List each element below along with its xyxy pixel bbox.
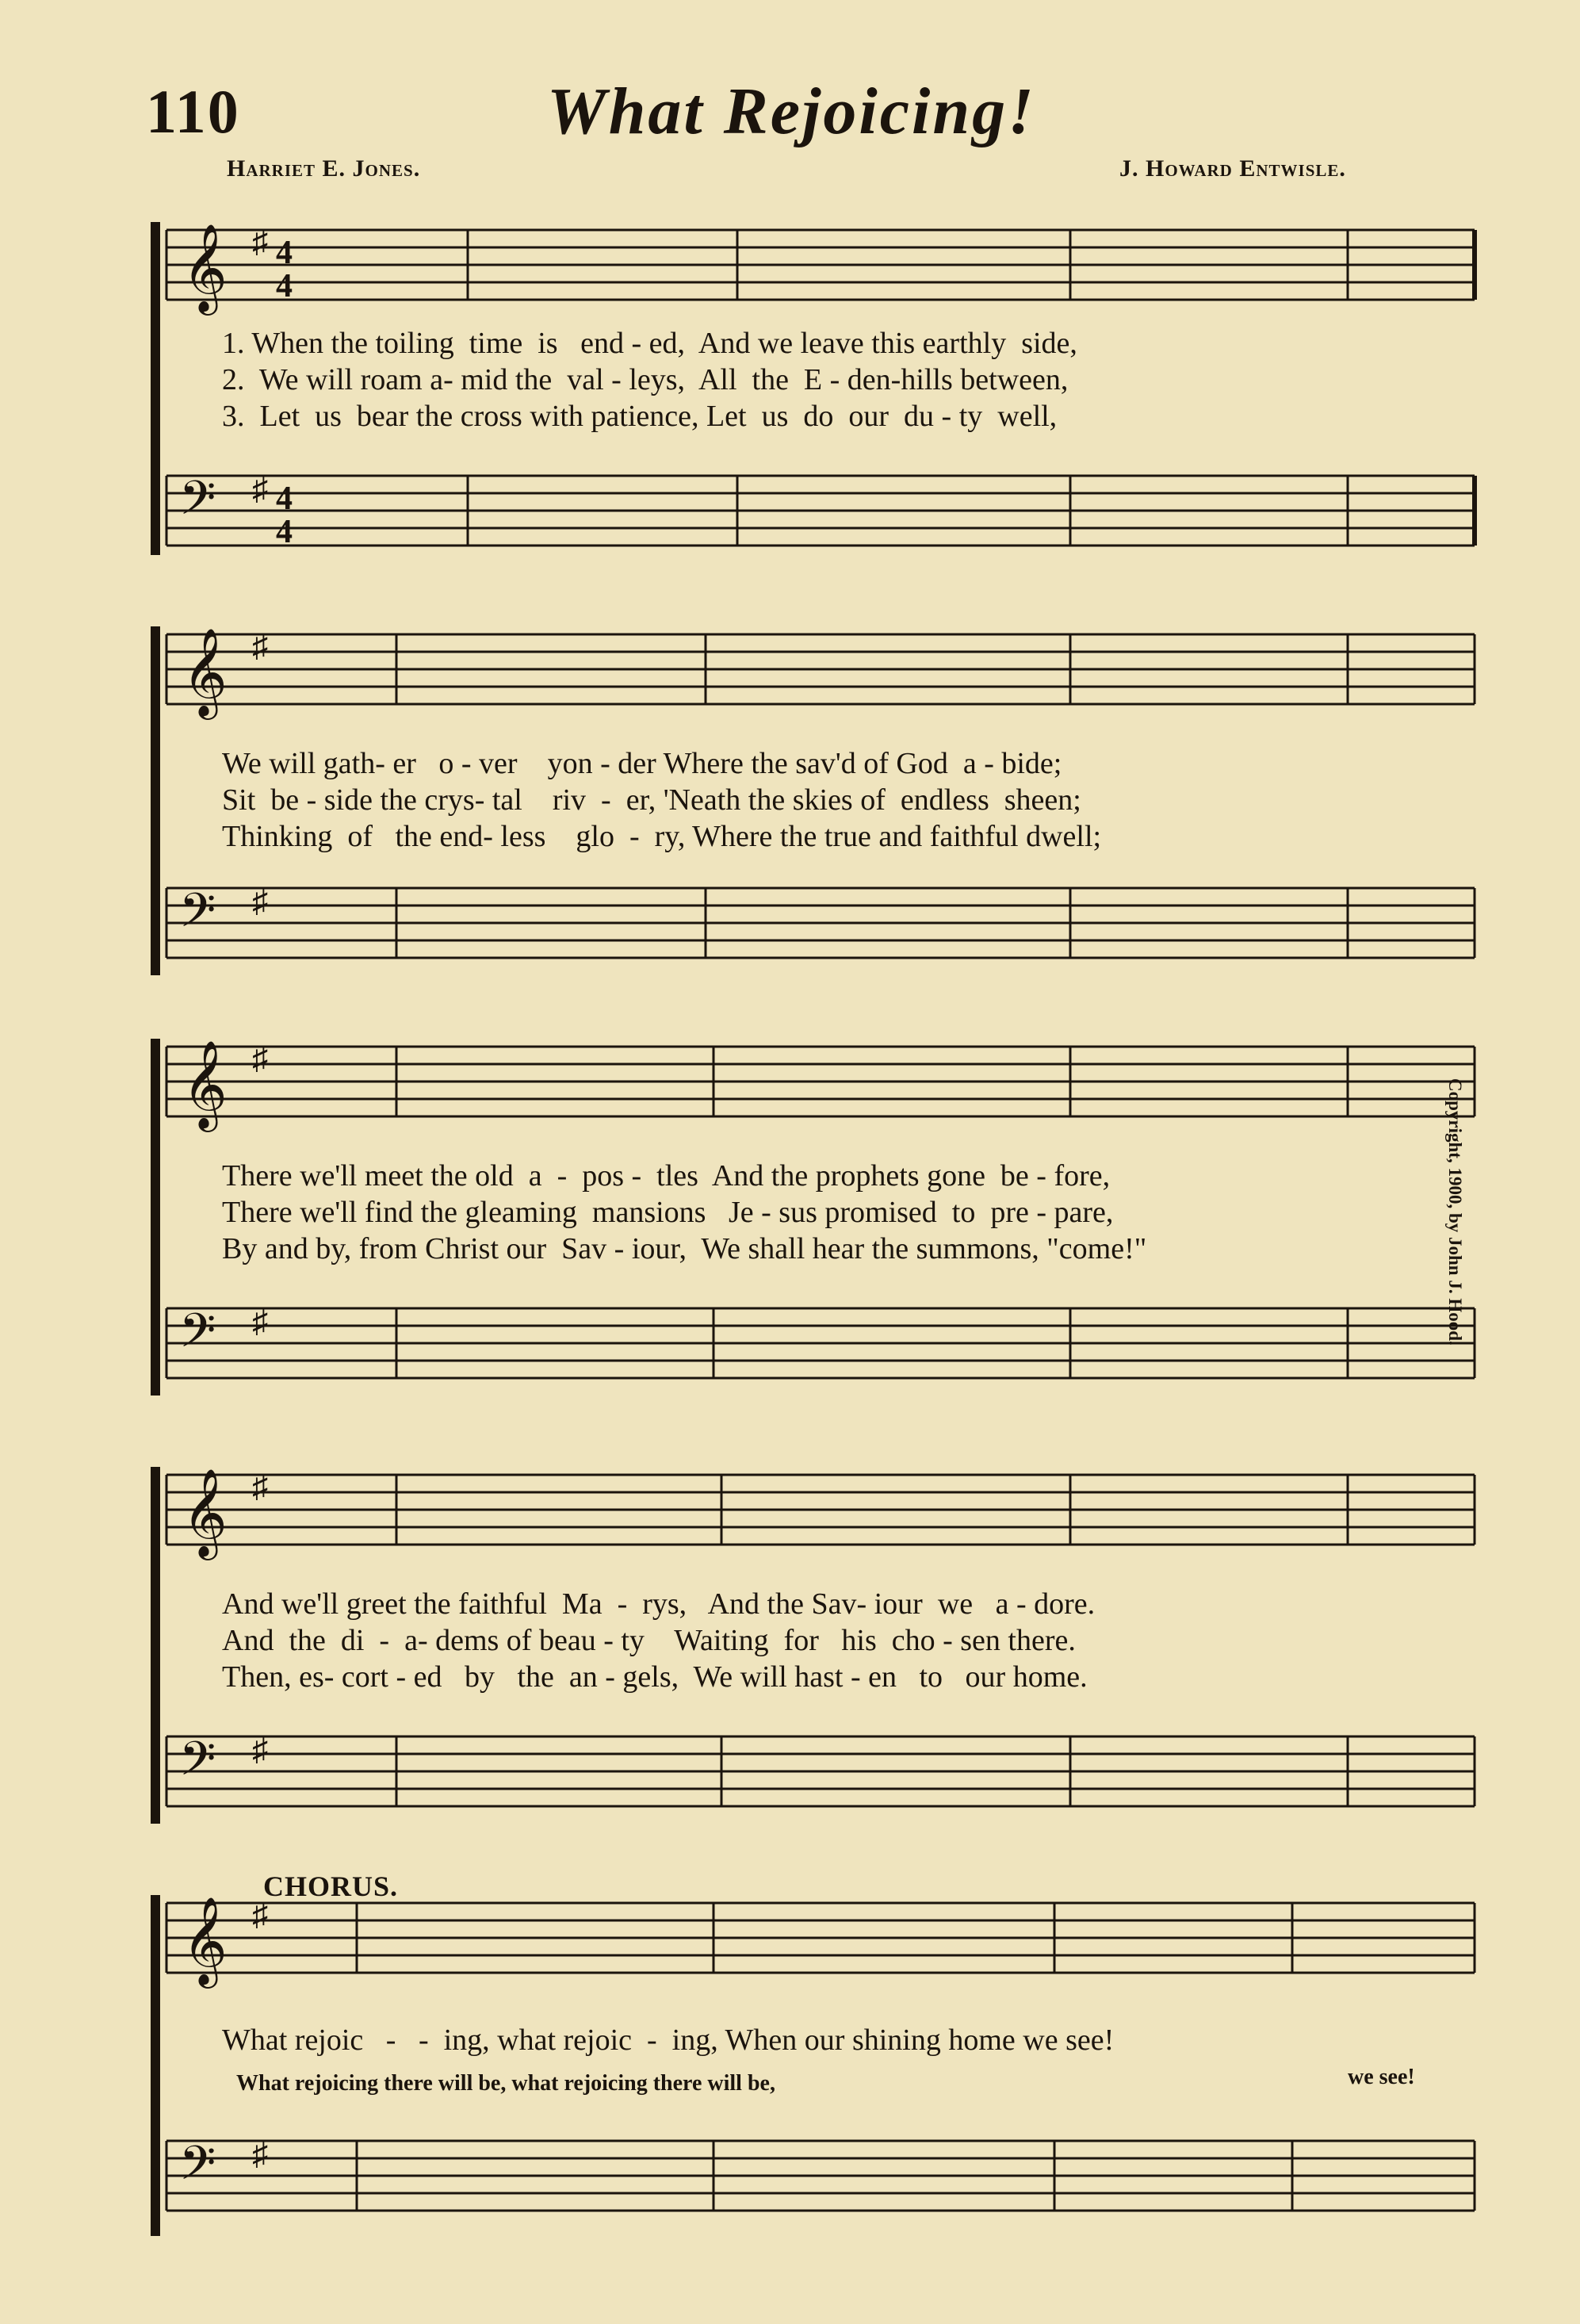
lyric-verse-2: And the di - a- dems of beau - ty Waiting for his cho - sen there. <box>222 1624 1076 1657</box>
svg-text:♯: ♯ <box>252 1040 268 1076</box>
lyric-verse-1: We will gath- er o - ver yon - der Where the sav'd of God a - bide; <box>222 747 1062 780</box>
page-number: 110 <box>146 77 240 146</box>
bass-lyric-end: we see! <box>1348 2065 1415 2089</box>
lyric-verse-3: 3. Let us bear the cross with patience, Let us do our du - ty well, <box>222 400 1058 433</box>
bass-staff <box>166 460 1475 563</box>
svg-text:𝄢: 𝄢 <box>179 1731 216 1798</box>
svg-text:𝄢: 𝄢 <box>179 1303 216 1369</box>
music-system-2 <box>151 611 1475 983</box>
svg-text:♯: ♯ <box>252 2136 268 2172</box>
lyric-verse-3: Thinking of the end- less glo - ry, Where the true and faithful dwell; <box>222 820 1102 853</box>
svg-text:4: 4 <box>276 480 293 517</box>
svg-text:4: 4 <box>276 514 293 550</box>
svg-text:𝄞: 𝄞 <box>182 1896 228 1985</box>
svg-text:𝄢: 𝄢 <box>179 470 216 537</box>
svg-text:𝄞: 𝄞 <box>182 223 228 312</box>
copyright-notice: Copyright, 1900, by John J. Hood. <box>1445 1078 1465 1346</box>
music-system-1 <box>151 190 1475 563</box>
lyricist-credit: Harriet E. Jones. <box>227 155 421 182</box>
svg-text:4: 4 <box>276 235 293 271</box>
music-system-chorus <box>151 1863 1475 2244</box>
svg-text:♯: ♯ <box>252 1732 268 1767</box>
svg-text:𝄢: 𝄢 <box>179 883 216 949</box>
bass-staff <box>166 1721 1475 1824</box>
bass-lyric: What rejoicing there will be, what rejoicing there will be, <box>236 2071 775 2096</box>
lyric-verse-2: There we'll find the gleaming mansions Je - sus promised to pre - pare, <box>222 1196 1114 1229</box>
treble-staff <box>166 1031 1475 1134</box>
svg-text:♯: ♯ <box>252 224 268 259</box>
lyrics-block <box>222 2022 1459 2058</box>
lyric-verse-1: And we'll greet the faithful Ma - rys, And the Sav- iour we a - dore. <box>222 1587 1096 1621</box>
lyrics-block <box>222 1586 1459 1695</box>
svg-text:♯: ♯ <box>252 471 268 507</box>
bass-staff <box>166 1292 1475 1396</box>
lyrics-block <box>222 745 1459 855</box>
music-system-3 <box>151 1023 1475 1411</box>
lyric-verse-2: 2. We will roam a- mid the val - leys, All the E - den-hills between, <box>222 363 1069 396</box>
composer-credit: J. Howard Entwisle. <box>1119 155 1346 182</box>
svg-text:𝄞: 𝄞 <box>182 1039 228 1128</box>
svg-text:♯: ♯ <box>252 1304 268 1339</box>
svg-text:4: 4 <box>276 268 293 304</box>
svg-text:♯: ♯ <box>252 883 268 919</box>
lyric-verse-1: 1. When the toiling time is end - ed, And we leave this earthly side, <box>222 327 1077 360</box>
treble-staff <box>166 618 1475 722</box>
svg-text:𝄞: 𝄞 <box>182 627 228 716</box>
treble-staff <box>166 214 1475 317</box>
bass-staff <box>166 2125 1475 2228</box>
lyrics-block <box>222 1158 1459 1267</box>
svg-text:♯: ♯ <box>252 628 268 664</box>
hymn-title: What Rejoicing! <box>547 75 1036 148</box>
svg-text:𝄞: 𝄞 <box>182 1468 228 1556</box>
chorus-label: CHORUS. <box>263 1870 399 1902</box>
bass-staff <box>166 872 1475 975</box>
svg-text:♯: ♯ <box>252 1897 268 1932</box>
svg-text:𝄢: 𝄢 <box>179 2135 216 2202</box>
lyric-verse-2: Sit be - side the crys- tal riv - er, 'Neath the skies of endless sheen; <box>222 783 1081 817</box>
lyric-verse-1: There we'll meet the old a - pos - tles And the prophets gone be - fore, <box>222 1159 1111 1193</box>
treble-staff <box>166 1887 1475 1990</box>
lyric-verse-3: By and by, from Christ our Sav - iour, We shall hear the summons, "come!" <box>222 1232 1147 1265</box>
treble-staff <box>166 1459 1475 1562</box>
lyric-chorus: What rejoic - - ing, what rejoic - ing, When our shining home we see! <box>222 2023 1115 2057</box>
music-system-4 <box>151 1451 1475 1832</box>
svg-text:♯: ♯ <box>252 1468 268 1504</box>
lyrics-block <box>222 325 1459 435</box>
lyric-verse-3: Then, es- cort - ed by the an - gels, We will hast - en to our home. <box>222 1660 1088 1694</box>
